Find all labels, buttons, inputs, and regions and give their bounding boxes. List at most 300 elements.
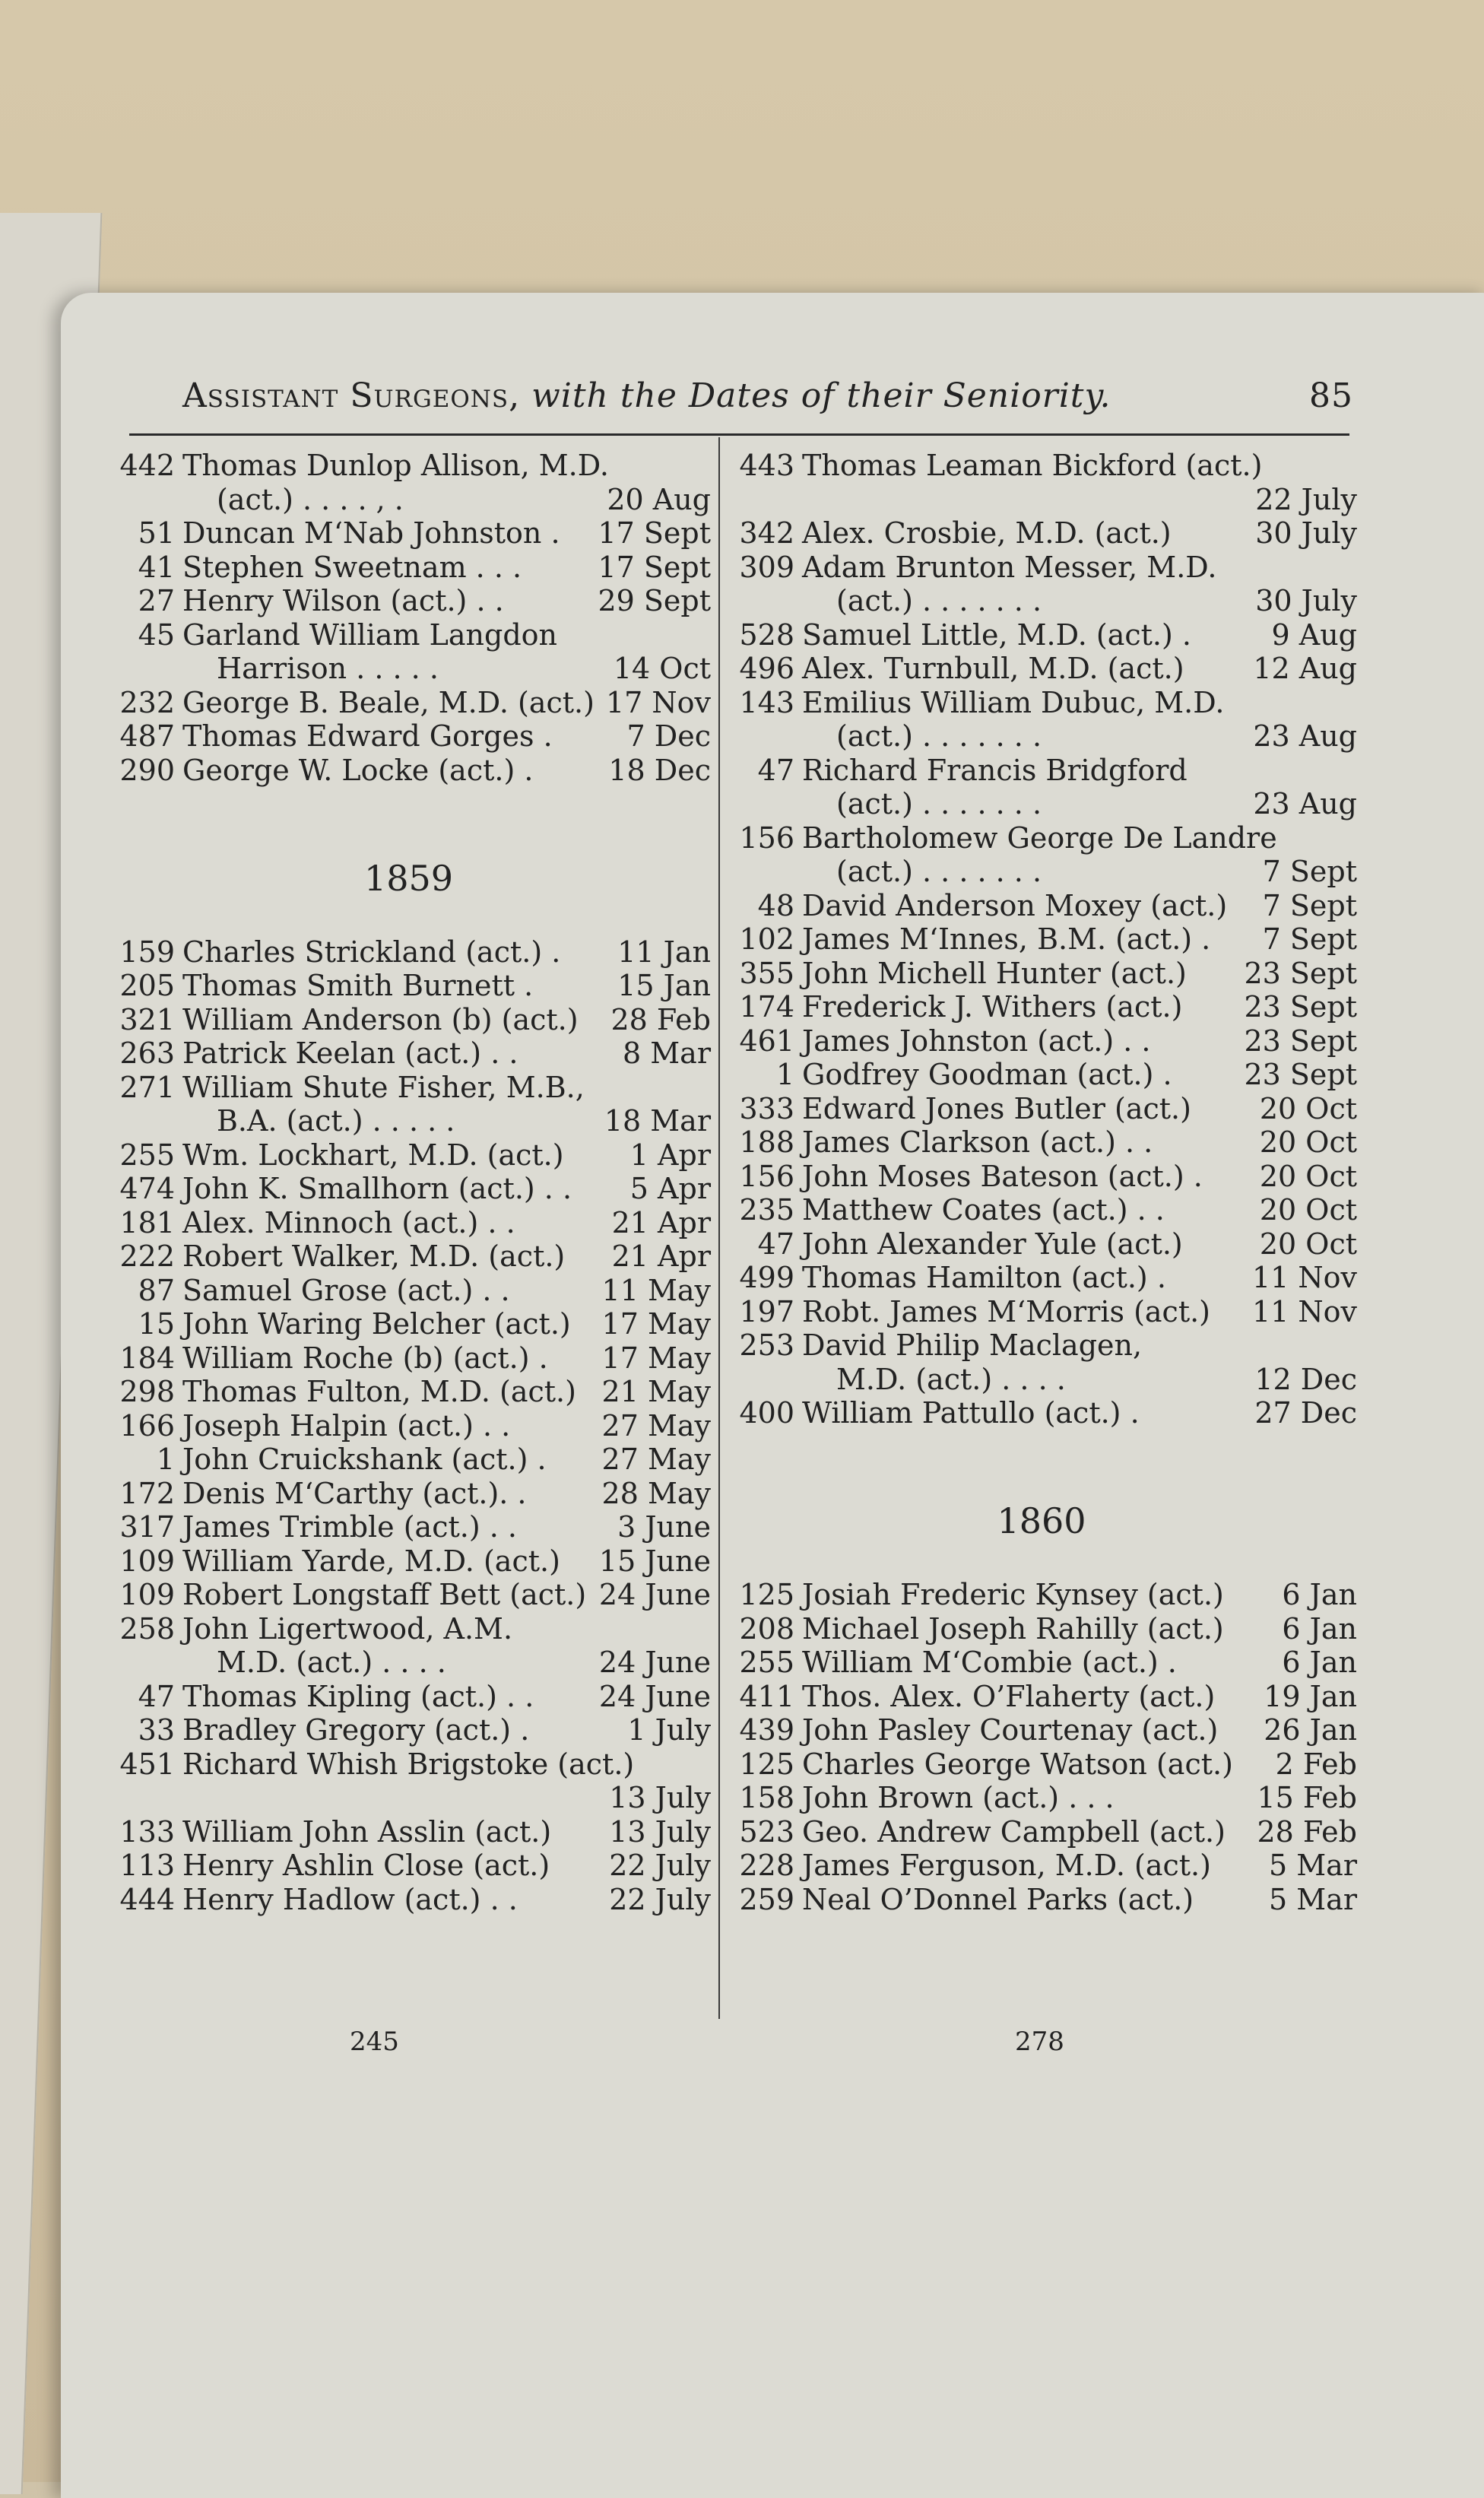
entry-name: M.D. (act.) . . . . (836, 1362, 1066, 1396)
entry-name: Samuel Grose (act.) . . (182, 1273, 510, 1307)
entry-name: John Moses Bateson (act.) . (802, 1159, 1203, 1193)
entry-date: 23 Sept (1244, 990, 1357, 1024)
list-entry (726, 618, 1357, 652)
entry-number: 487 (119, 719, 175, 753)
entry-date: 11 Nov (1251, 1261, 1357, 1294)
entry-number: 172 (119, 1476, 175, 1510)
entry-name: Duncan M‘Nab Johnston . (182, 516, 560, 550)
entry-number: 87 (138, 1273, 175, 1307)
entry-number: 113 (119, 1849, 175, 1882)
entry-name: Alex. Minnoch (act.) . . (182, 1205, 515, 1239)
list-entry (106, 551, 711, 585)
entry-date: 15 Feb (1257, 1781, 1357, 1814)
entry-date: 1 July (627, 1713, 711, 1747)
entry-date: 23 Aug (1253, 787, 1357, 820)
entry-name: John Ligertwood, A.M. (182, 1611, 513, 1646)
header-title: Assistant Surgeons, (182, 376, 521, 415)
entry-date: 20 Oct (1259, 1125, 1357, 1159)
entry-date: 23 Sept (1244, 1024, 1357, 1058)
list-entry (726, 483, 1357, 517)
entry-name: Geo. Andrew Campbell (act.) (802, 1814, 1226, 1849)
entry-date: 17 May (601, 1341, 711, 1375)
list-entry (106, 1071, 711, 1105)
entry-date: 21 Apr (611, 1239, 711, 1273)
entry-number: 102 (739, 922, 794, 956)
entry-name: John Alexander Yule (act.) (802, 1227, 1183, 1261)
list-entry (106, 1036, 711, 1071)
entry-name: John Pasley Courtenay (act.) (802, 1713, 1219, 1747)
entry-number: 309 (739, 550, 794, 584)
entry-date: 12 Aug (1253, 652, 1357, 685)
list-entry (726, 1747, 1357, 1782)
entry-date: 20 Oct (1259, 1159, 1357, 1193)
list-entry (726, 1295, 1357, 1329)
header-subtitle: with the Dates of their Seniority. (531, 376, 1111, 415)
entry-name: Henry Ashlin Close (act.) (182, 1849, 550, 1882)
entry-name: Michael Joseph Rahilly (act.) (802, 1611, 1224, 1646)
entry-date: 5 Mar (1269, 1882, 1357, 1916)
spacer (106, 787, 711, 821)
entry-number: 208 (739, 1611, 794, 1646)
entry-name: Stephen Sweetnam . . . (182, 550, 522, 584)
entry-date: 11 May (601, 1273, 711, 1307)
entry-number: 235 (739, 1193, 794, 1227)
entry-number: 333 (739, 1091, 794, 1125)
list-entry (106, 516, 711, 551)
list-entry (726, 821, 1357, 855)
list-entry (726, 1160, 1357, 1194)
list-entry (106, 686, 711, 720)
entry-number: 41 (138, 550, 175, 584)
entry-number: 290 (119, 753, 175, 787)
entry-number: 156 (739, 820, 794, 855)
list-entry (106, 618, 711, 652)
list-entry (726, 1092, 1357, 1126)
entry-number: 158 (739, 1781, 794, 1814)
list-entry (726, 1328, 1357, 1363)
list-entry (726, 889, 1357, 923)
entry-date: 23 Sept (1244, 956, 1357, 990)
entry-date: 17 May (601, 1307, 711, 1341)
entry-date: 17 Nov (605, 685, 711, 719)
entry-date: 2 Feb (1275, 1747, 1357, 1781)
entry-number: 439 (739, 1713, 794, 1747)
entry-name: George B. Beale, M.D. (act.) (182, 685, 595, 719)
list-entry (726, 787, 1357, 821)
entry-number: 499 (739, 1261, 794, 1294)
entry-date: 26 Jan (1264, 1713, 1357, 1747)
entry-number: 125 (739, 1578, 794, 1611)
entry-number: 1 (775, 1058, 794, 1091)
entry-name: Joseph Halpin (act.) . . (182, 1408, 511, 1443)
spacer (726, 1430, 1357, 1465)
entry-date: 20 Aug (607, 482, 711, 516)
entry-date: 29 Sept (598, 584, 711, 617)
entry-date: 27 May (601, 1443, 711, 1476)
list-entry (726, 1815, 1357, 1849)
entry-date: 18 Mar (604, 1104, 711, 1138)
entry-number: 184 (119, 1341, 175, 1375)
entry-date: 30 July (1255, 516, 1357, 550)
entry-number: 259 (739, 1882, 794, 1916)
list-entry (726, 652, 1357, 686)
entry-number: 523 (739, 1814, 794, 1849)
list-entry (726, 1193, 1357, 1227)
entry-date: 8 Mar (623, 1036, 711, 1070)
list-entry (106, 1680, 711, 1714)
entry-number: 258 (119, 1611, 175, 1646)
list-entry (106, 1578, 711, 1612)
entry-name: Robert Walker, M.D. (act.) (182, 1239, 566, 1273)
list-entry (106, 969, 711, 1003)
entry-name: Alex. Crosbie, M.D. (act.) (802, 516, 1172, 550)
entry-name: Garland William Langdon (182, 617, 557, 652)
list-entry (106, 1544, 711, 1579)
entry-number: 451 (119, 1747, 175, 1781)
entry-date: 23 Sept (1244, 1058, 1357, 1091)
entry-name: George W. Locke (act.) . (182, 753, 534, 787)
entry-number: 222 (119, 1239, 175, 1273)
entry-name: Thomas Smith Burnett . (182, 969, 534, 1002)
entry-number: 197 (739, 1294, 794, 1328)
entry-name: Wm. Lockhart, M.D. (act.) (182, 1138, 564, 1172)
list-entry (726, 1646, 1357, 1680)
entry-name: Harrison . . . . . (217, 652, 439, 685)
entry-name: Thomas Fulton, M.D. (act.) (182, 1375, 576, 1408)
entry-date: 6 Jan (1282, 1578, 1357, 1611)
right-footer: 278 (1015, 2027, 1064, 2057)
list-entry (726, 754, 1357, 788)
entry-name: Godfrey Goodman (act.) . (802, 1058, 1172, 1091)
entry-name: (act.) . . . . . . . (836, 719, 1042, 753)
entry-number: 298 (119, 1375, 175, 1408)
list-entry (106, 1341, 711, 1376)
entry-name: (act.) . . . . . . . (836, 584, 1042, 617)
entry-name: Robt. James M‘Morris (act.) (802, 1294, 1211, 1328)
entry-name: David Anderson Moxey (act.) (802, 888, 1228, 922)
list-entry (726, 1713, 1357, 1747)
entry-date: 7 Dec (626, 719, 711, 753)
list-entry (726, 855, 1357, 889)
entry-number: 133 (119, 1814, 175, 1849)
year-heading: 1859 (363, 857, 454, 899)
list-entry (726, 719, 1357, 754)
entry-date: 27 May (601, 1408, 711, 1443)
entry-date: 20 Oct (1259, 1193, 1357, 1227)
entry-date: 17 Sept (598, 550, 711, 584)
entry-name: (act.) . . . . . . . (836, 787, 1042, 820)
entry-name: M.D. (act.) . . . . (217, 1646, 446, 1679)
entry-number: 109 (119, 1544, 175, 1578)
column-divider (718, 437, 720, 2019)
entry-name: Patrick Keelan (act.) . . (182, 1036, 518, 1070)
entry-name: Thos. Alex. O’Flaherty (act.) (802, 1679, 1216, 1713)
entry-name: Richard Whish Brigstoke (act.) (182, 1747, 635, 1781)
list-entry (106, 1713, 711, 1747)
entry-name: Thomas Kipling (act.) . . (182, 1679, 534, 1713)
entry-name: Adam Brunton Messer, M.D. (802, 550, 1217, 584)
list-entry (726, 1781, 1357, 1815)
entry-date: 6 Jan (1282, 1611, 1357, 1646)
list-entry (106, 1849, 711, 1883)
entry-name: John Brown (act.) . . . (802, 1781, 1115, 1814)
list-entry (106, 1104, 711, 1138)
entry-number: 253 (739, 1328, 794, 1362)
entry-name: Alex. Turnbull, M.D. (act.) (802, 652, 1184, 685)
entry-name: Bartholomew George De Landre (802, 820, 1277, 855)
entry-name: William M‘Combie (act.) . (802, 1646, 1177, 1679)
entry-name: Charles Strickland (act.) . (182, 935, 561, 969)
entry-number: 496 (739, 652, 794, 685)
entry-name: David Philip Maclagen, (802, 1328, 1143, 1362)
entry-number: 143 (739, 685, 794, 719)
entry-number: 411 (739, 1679, 794, 1713)
list-entry (726, 1396, 1357, 1430)
entry-number: 1 (156, 1443, 175, 1476)
list-entry (106, 1409, 711, 1443)
entry-date: 19 Jan (1264, 1679, 1357, 1713)
entry-date: 20 Oct (1259, 1091, 1357, 1125)
entry-name: Samuel Little, M.D. (act.) . (802, 617, 1191, 652)
entry-date: 15 Jan (617, 969, 711, 1002)
entry-name: James Clarkson (act.) . . (802, 1125, 1153, 1159)
entry-number: 181 (119, 1205, 175, 1239)
entry-number: 317 (119, 1510, 175, 1544)
entry-number: 474 (119, 1172, 175, 1205)
entry-name: William Pattullo (act.) . (802, 1396, 1140, 1430)
entry-date: 28 Feb (610, 1002, 711, 1036)
list-entry (106, 1747, 711, 1782)
entry-date: 24 June (598, 1679, 711, 1713)
list-entry (106, 719, 711, 754)
entry-number: 166 (119, 1408, 175, 1443)
list-entry (726, 449, 1357, 483)
list-entry (726, 1680, 1357, 1714)
entry-number: 45 (138, 617, 175, 652)
list-entry (726, 990, 1357, 1024)
entry-name: Thomas Hamilton (act.) . (802, 1261, 1166, 1294)
entry-name: Henry Hadlow (act.) . . (182, 1882, 518, 1916)
entry-number: 125 (739, 1747, 794, 1781)
entry-name: Thomas Edward Gorges . (182, 719, 553, 753)
list-entry (106, 584, 711, 618)
page-number: 85 (1309, 376, 1353, 415)
entry-name: Robert Longstaff Bett (act.) (182, 1578, 587, 1611)
entry-name: William Yarde, M.D. (act.) (182, 1544, 560, 1578)
entry-name: B.A. (act.) . . . . . (217, 1104, 455, 1138)
entry-date: 7 Sept (1262, 888, 1357, 922)
list-entry (106, 1003, 711, 1037)
year-heading: 1860 (997, 1500, 1086, 1541)
list-entry (726, 1883, 1357, 1917)
list-entry (726, 1024, 1357, 1059)
entry-name: James M‘Innes, B.M. (act.) . (802, 922, 1211, 956)
entry-date: 28 May (601, 1476, 711, 1510)
list-entry (726, 516, 1357, 551)
entry-number: 27 (138, 584, 175, 617)
list-entry (726, 1261, 1357, 1295)
entry-name: John Michell Hunter (act.) (802, 956, 1187, 990)
entry-number: 188 (739, 1125, 794, 1159)
entry-name: Matthew Coates (act.) . . (802, 1193, 1165, 1227)
entry-number: 461 (739, 1024, 794, 1058)
entry-name: Charles George Watson (act.) (802, 1747, 1233, 1781)
list-entry (726, 1849, 1357, 1883)
list-entry (106, 1239, 711, 1274)
entry-name: John Cruickshank (act.) . (182, 1443, 547, 1476)
entry-number: 271 (119, 1070, 175, 1104)
entry-number: 255 (119, 1138, 175, 1172)
entry-date: 5 Mar (1269, 1849, 1357, 1882)
entry-name: Thomas Dunlop Allison, M.D. (182, 449, 609, 482)
entry-number: 33 (138, 1713, 175, 1747)
entry-date: 15 June (598, 1544, 711, 1578)
entry-date: 12 Dec (1254, 1362, 1357, 1396)
entry-number: 174 (739, 990, 794, 1024)
left-column (106, 449, 711, 1916)
entry-name: Emilius William Dubuc, M.D. (802, 685, 1225, 719)
entry-number: 263 (119, 1036, 175, 1070)
entry-number: 51 (138, 516, 175, 550)
entry-name: Edward Jones Butler (act.) (802, 1091, 1191, 1125)
list-entry (106, 652, 711, 686)
list-entry (106, 1612, 711, 1646)
entry-number: 48 (757, 888, 794, 922)
entry-number: 400 (739, 1396, 794, 1430)
entry-name: Neal O’Donnel Parks (act.) (802, 1882, 1194, 1916)
entry-name: Frederick J. Withers (act.) (802, 990, 1183, 1024)
entry-number: 15 (138, 1307, 175, 1341)
entry-name: James Ferguson, M.D. (act.) (802, 1849, 1211, 1882)
entry-date: 7 Sept (1262, 922, 1357, 956)
list-entry (106, 1646, 711, 1680)
left-footer: 245 (350, 2027, 399, 2057)
running-head (182, 376, 1353, 422)
entry-date: 13 July (609, 1781, 711, 1814)
entry-number: 444 (119, 1882, 175, 1916)
entry-number: 47 (757, 1227, 794, 1261)
entry-date: 3 June (617, 1510, 711, 1544)
list-entry (106, 449, 711, 483)
entry-number: 47 (757, 753, 794, 787)
entry-date: 1 Apr (629, 1138, 711, 1172)
list-entry (726, 686, 1357, 720)
list-entry (726, 1578, 1357, 1612)
list-entry (106, 1307, 711, 1341)
list-entry (106, 1172, 711, 1206)
entry-name: Josiah Frederic Kynsey (act.) (802, 1578, 1224, 1611)
entry-date: 23 Aug (1253, 719, 1357, 753)
list-entry (106, 1206, 711, 1240)
entry-name: (act.) . . . . , . (217, 482, 404, 516)
list-entry (726, 1125, 1357, 1160)
entry-date: 27 Dec (1254, 1396, 1357, 1430)
entry-number: 47 (138, 1679, 175, 1713)
entry-number: 355 (739, 956, 794, 990)
entry-number: 205 (119, 969, 175, 1002)
list-entry (726, 584, 1357, 618)
list-entry (106, 1375, 711, 1409)
entry-date: 11 Jan (617, 935, 711, 969)
list-entry (106, 1443, 711, 1477)
entry-name: Denis M‘Carthy (act.). . (182, 1476, 527, 1510)
list-entry (726, 1363, 1357, 1397)
entry-date: 11 Nov (1251, 1294, 1357, 1328)
entry-name: Thomas Leaman Bickford (act.) (802, 449, 1263, 482)
entry-number: 156 (739, 1159, 794, 1193)
entry-name: James Johnston (act.) . . (802, 1024, 1151, 1058)
entry-date: 17 Sept (598, 516, 711, 550)
entry-number: 321 (119, 1002, 175, 1036)
entry-date: 21 Apr (611, 1205, 711, 1239)
entry-date: 24 June (598, 1578, 711, 1611)
entry-number: 528 (739, 617, 794, 652)
entry-date: 5 Apr (629, 1172, 711, 1205)
entry-name: John Waring Belcher (act.) (182, 1307, 571, 1341)
entry-date: 22 July (609, 1849, 711, 1882)
right-column (726, 449, 1357, 1916)
entry-date: 30 July (1255, 584, 1357, 617)
entry-date: 24 June (598, 1646, 711, 1679)
entry-name: William Roche (b) (act.) . (182, 1341, 548, 1375)
list-entry (106, 1477, 711, 1511)
entry-number: 255 (739, 1646, 794, 1679)
list-entry (106, 1510, 711, 1544)
entry-date: 22 July (609, 1882, 711, 1916)
entry-number: 342 (739, 516, 794, 550)
entry-number: 159 (119, 935, 175, 969)
entry-name: Bradley Gregory (act.) . (182, 1713, 530, 1747)
entry-name: Richard Francis Bridgford (802, 753, 1188, 787)
list-entry (106, 1883, 711, 1917)
list-entry (726, 1227, 1357, 1262)
list-entry (106, 1138, 711, 1173)
entry-name: William John Asslin (act.) (182, 1814, 552, 1849)
entry-date: 22 July (1255, 482, 1357, 516)
entry-name: (act.) . . . . . . . (836, 855, 1042, 888)
entry-name: Henry Wilson (act.) . . (182, 584, 504, 617)
list-entry (106, 754, 711, 788)
list-entry (726, 922, 1357, 957)
entry-number: 232 (119, 685, 175, 719)
list-entry (726, 957, 1357, 991)
entry-number: 443 (739, 449, 794, 482)
entry-date: 7 Sept (1262, 855, 1357, 888)
entry-name: William Anderson (b) (act.) (182, 1002, 579, 1036)
header-rule (129, 433, 1349, 436)
entry-name: William Shute Fisher, M.B., (182, 1070, 585, 1104)
list-entry (106, 1274, 711, 1308)
entry-name: James Trimble (act.) . . (182, 1510, 517, 1544)
entry-date: 28 Feb (1257, 1814, 1357, 1849)
entry-date: 13 July (609, 1814, 711, 1849)
entry-date: 14 Oct (613, 652, 711, 685)
list-entry (726, 551, 1357, 585)
entry-number: 228 (739, 1849, 794, 1882)
entry-number: 109 (119, 1578, 175, 1611)
list-entry (106, 1781, 711, 1815)
list-entry (106, 935, 711, 970)
entry-date: 9 Aug (1271, 617, 1357, 652)
list-entry (106, 483, 711, 517)
list-entry (726, 1058, 1357, 1092)
entry-date: 21 May (601, 1375, 711, 1408)
entry-date: 20 Oct (1259, 1227, 1357, 1261)
list-entry (726, 1612, 1357, 1646)
list-entry (106, 1815, 711, 1849)
entry-date: 18 Dec (608, 753, 711, 787)
entry-number: 442 (119, 449, 175, 482)
